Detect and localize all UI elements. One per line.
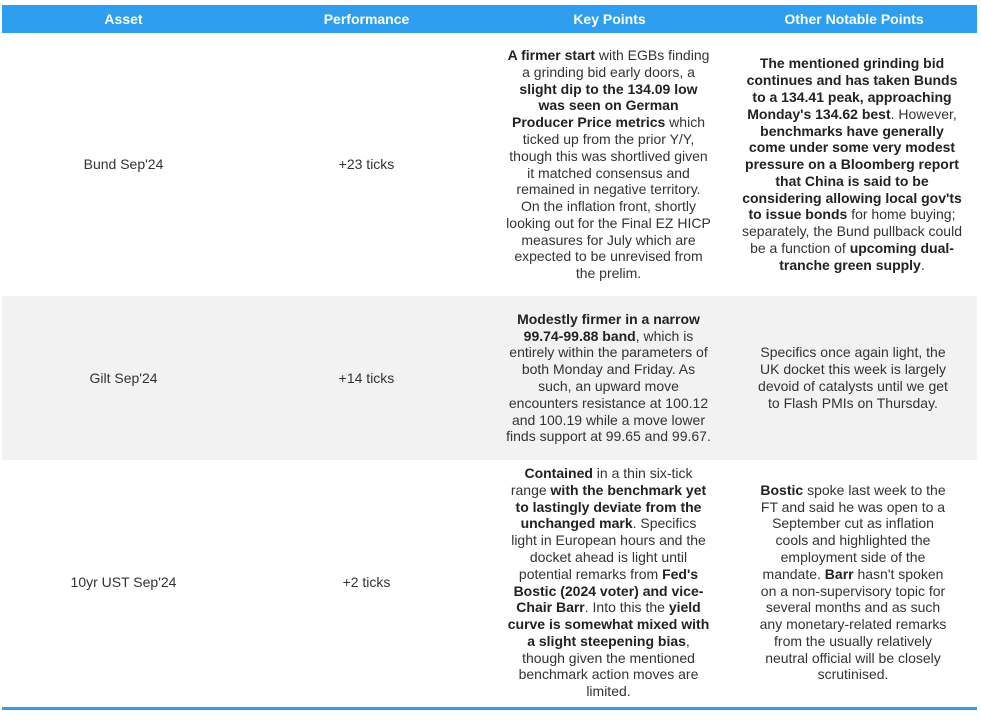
header-asset: Asset [2,5,245,33]
bold-text-run: upcoming dual-tranche green supply [779,240,954,273]
text-run: with EGBs finding a grinding bid early doors, a [522,46,710,80]
asset-cell: Gilt Sep'24 [2,296,245,460]
bold-text-run: yield curve is somewhat mixed with a slight steepening bias [507,599,710,649]
performance-cell: +14 ticks [245,296,488,460]
text-run: , though given the mentioned benchmark action moves are limited. [518,632,699,700]
asset-cell: 10yr UST Sep'24 [70,574,177,591]
text-run: . [920,256,925,273]
text-run: hasn't spoken on a non-supervisory topic for several months and as such any monetary-related remarks from the usually relatively neutral official will be closely scrutinised. [759,565,947,683]
bold-text-run: A firmer start [507,46,595,63]
text-run: in a thin six-tick range [510,464,693,498]
bold-text-run: Modestly firmer in a narrow 99.74-99.88 band [517,310,700,344]
bold-text-run: Fed's Bostic (2024 voter) and vice-Chair Barr [513,565,704,616]
other-points-cell [731,460,977,705]
key-points-cell [488,296,731,460]
text-run: for home buying; separately, the Bund pullback could be a function of [742,206,962,257]
table-row [2,296,977,460]
key-points-cell [488,460,731,705]
market-summary-table [2,5,977,705]
bold-text-run: Bostic [760,481,804,498]
text-run: which ticked up from the prior Y/Y, though this was shortlived given it matched consensus and remained in negative territory. On the inflation front, shortly looking out for the Final EZ HICP measures for July which are expected to be unrevised from the prelim. [506,114,711,282]
performance-cell: +2 ticks [342,574,391,591]
table-row [2,460,977,705]
text-run: . Into this the [584,599,669,616]
asset-cell: Bund Sep'24 [83,156,164,173]
header-performance: Performance [245,5,488,33]
bold-text-run: Barr [824,565,854,582]
text-run: . Specifics light in European hours and the docket ahead is light until potential remarks from [511,515,706,582]
text-run: , which is entirely within the parameters of both Monday and Friday. As such, an upward move encounters resistance at 100.12 and 100.19 while a move lower finds support at 99.65 and 99.67. [506,327,711,445]
table-bottom-rule [2,707,977,710]
header-key-points: Key Points [488,5,731,33]
key-points-cell [488,33,731,296]
bold-text-run: The mentioned grinding bid continues and has taken Bunds to a 134.41 peak, approaching Monday's 134.62 best [746,55,958,122]
other-points-cell [731,33,977,296]
market-table-container [2,5,977,710]
performance-cell: +23 ticks [338,156,395,173]
text-run: . However, [890,105,957,122]
bold-text-run: with the benchmark yet to lastingly deviate from the unchanged mark [515,481,707,532]
other-points-cell [731,296,977,460]
bold-text-run: benchmarks have generally come under some very modest pressure on a Bloomberg report that China is said to be considering allowing local gov'ts to issue bonds [742,122,962,223]
bold-text-run: Contained [524,464,593,481]
table-row [2,33,977,296]
header-row [2,5,977,33]
header-other-notable-points: Other Notable Points [731,5,977,33]
text-run: Specifics once again light, the UK docket this week is largely devoid of catalysts until we get to Flash PMIs on Thursday. [758,344,948,411]
text-run: spoke last week to the FT and said he was open to a September cut as inflation cools and highlighted the employment side of the mandate. [760,481,946,582]
bold-text-run: slight dip to the 134.09 low was seen on German Producer Price metrics [512,80,698,131]
